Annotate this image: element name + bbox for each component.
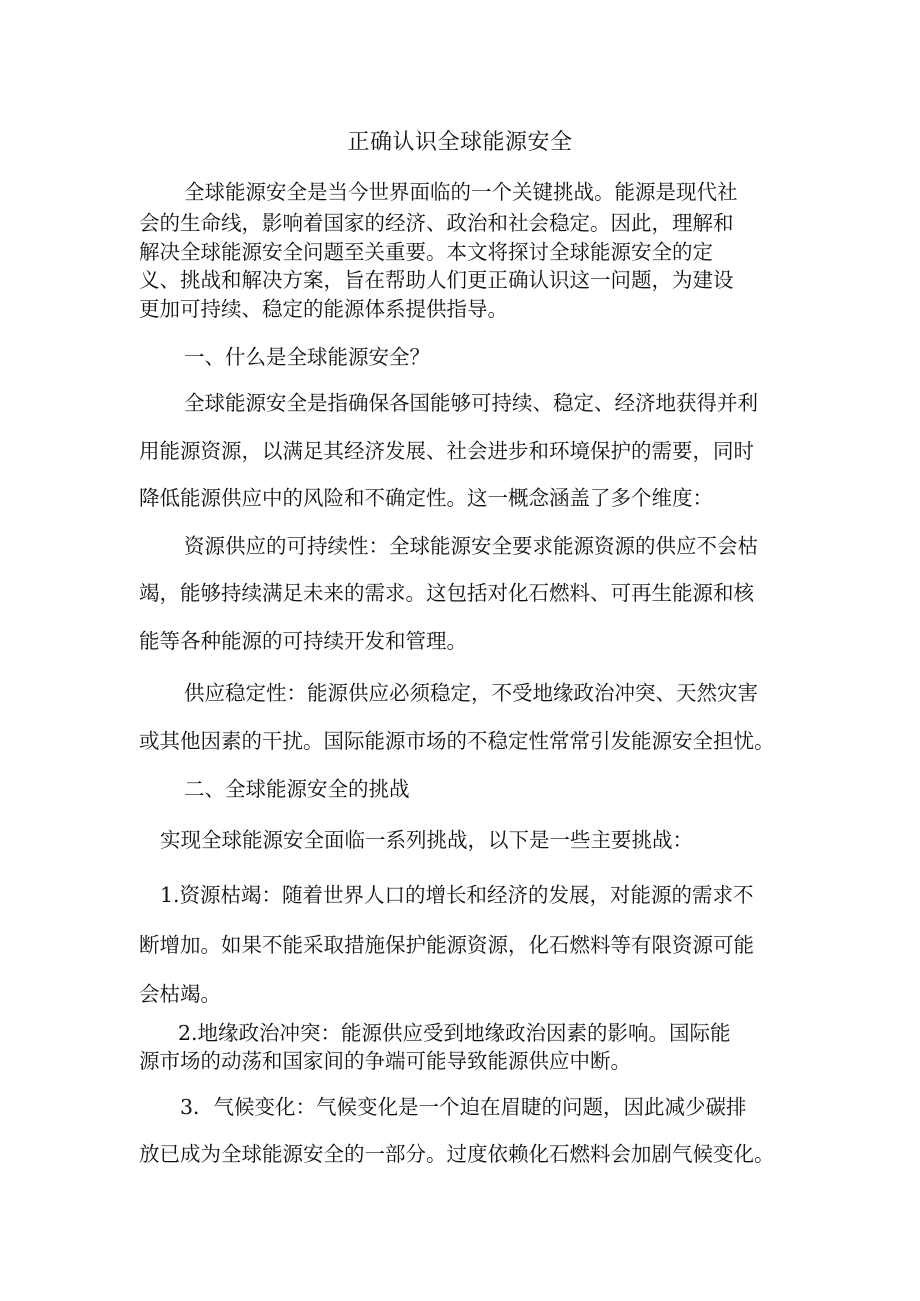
sustainability-line: 资源供应的可持续性：全球能源安全要求能源资源的供应不会枯	[184, 534, 758, 558]
intro-line: 解决全球能源安全问题至关重要。本文将探讨全球能源安全的定	[139, 240, 713, 264]
sustainability-line: 能等各种能源的可持续开发和管理。	[139, 629, 467, 653]
challenge-line: 放已成为全球能源安全的一部分。过度依赖化石燃料会加剧气候变化。	[139, 1142, 775, 1166]
challenges-intro: 实现全球能源安全面临一系列挑战，以下是一些主要挑战：	[160, 828, 693, 852]
section-heading: 一、什么是全球能源安全？	[184, 345, 430, 369]
intro-line: 义、挑战和解决方案，旨在帮助人们更正确认识这一问题，为建设	[139, 268, 734, 292]
section-heading: 二、全球能源安全的挑战	[184, 777, 410, 801]
definition-line: 降低能源供应中的风险和不确定性。这一概念涵盖了多个维度：	[139, 486, 713, 510]
definition-line: 全球能源安全是指确保各国能够可持续、稳定、经济地获得并利	[184, 391, 758, 415]
definition-line: 用能源资源，以满足其经济发展、社会进步和环境保护的需要，同时	[139, 439, 754, 463]
challenge-line: 源市场的动荡和国家间的争端可能导致能源供应中断。	[139, 1049, 631, 1073]
stability-line: 或其他因素的干扰。国际能源市场的不稳定性常常引发能源安全担忧。	[139, 729, 775, 753]
challenge-line: 1.资源枯竭：随着世界人口的增长和经济的发展，对能源的需求不	[160, 883, 754, 907]
intro-line: 会的生命线，影响着国家的经济、政治和社会稳定。因此，理解和	[139, 211, 734, 235]
intro-line: 更加可持续、稳定的能源体系提供指导。	[139, 297, 508, 321]
challenge-line: 会枯竭。	[139, 982, 221, 1006]
challenge-line: 3．气候变化：气候变化是一个迫在眉睫的问题，因此减少碳排	[180, 1095, 747, 1119]
challenge-line: 断增加。如果不能采取措施保护能源资源，化石燃料等有限资源可能	[139, 933, 754, 957]
stability-line: 供应稳定性：能源供应必须稳定，不受地缘政治冲突、天然灾害	[184, 681, 758, 705]
challenge-line: 2.地缘政治冲突：能源供应受到地缘政治因素的影响。国际能	[178, 1021, 731, 1045]
document-title: 正确认识全球能源安全	[347, 130, 573, 155]
intro-line: 全球能源安全是当今世界面临的一个关键挑战。能源是现代社	[184, 180, 738, 204]
sustainability-line: 竭，能够持续满足未来的需求。这包括对化石燃料、可再生能源和核	[139, 581, 754, 605]
